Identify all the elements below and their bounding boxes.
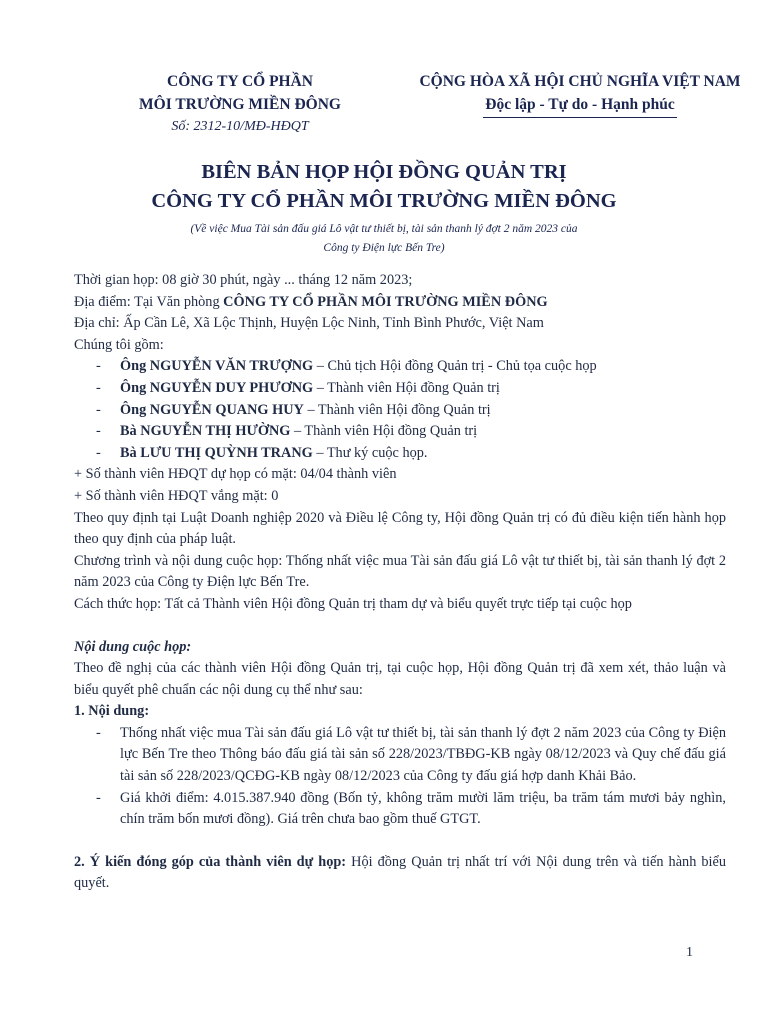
- section2-heading: 2. Ý kiến đóng góp của thành viên dự họp:: [74, 853, 347, 870]
- national-motto: Độc lập - Tự do - Hạnh phúc: [483, 93, 676, 118]
- title-line1: BIÊN BẢN HỌP HỘI ĐỒNG QUẢN TRỊ: [201, 161, 567, 183]
- members-absent: + Số thành viên HĐQT vắng mặt: 0: [74, 487, 279, 504]
- content-intro: Theo đề nghị của các thành viên Hội đồng Quản trị, tại cuộc họp, Hội đồng Quản trị đã xem xét, thảo luận và biểu quyết phê chuẩn các nội dung cụ thể như sau:: [74, 660, 726, 698]
- company-name-line2: MÔI TRƯỜNG MIỀN ĐÔNG: [139, 96, 341, 113]
- national-header: [410, 70, 750, 118]
- meeting-method: Cách thức họp: Tất cả Thành viên Hội đồng Quản trị tham dự và biểu quyết trực tiếp tại cuộc họp: [74, 595, 632, 612]
- attendee-name: Bà LƯU THỊ QUỲNH TRANG: [120, 444, 313, 461]
- attendee-item: - Ông NGUYỄN QUANG HUY – Thành viên Hội đồng Quản trị: [96, 401, 491, 418]
- attendee-role: – Chủ tịch Hội đồng Quản trị - Chủ tọa cuộc họp: [313, 358, 597, 375]
- attendee-name: Ông NGUYỄN QUANG HUY: [120, 401, 304, 418]
- section1-item: - Thống nhất việc mua Tài sản đấu giá Lô vật tư thiết bị, tài sản thanh lý đợt 2 năm 2023 của Công ty Điện lực Bến Tre theo Thông báo đấu giá tài sản số 228/2023/TBĐG-KB ngày 08/12/2023 và Quy chế đấu giá tài sản số 228/2023/QCĐG-KB ngày 08/12/2023 của Công ty đấu giá hợp danh Khải Bảo.: [96, 724, 726, 785]
- attendee-name: Ông NGUYỄN DUY PHƯƠNG: [120, 379, 314, 396]
- meeting-agenda: Chương trình và nội dung cuộc họp: Thống nhất việc mua Tài sản đấu giá Lô vật tư thiết bị, tài sản thanh lý đợt 2 năm 2023 của Công ty Điện lực Bến Tre.: [74, 552, 726, 591]
- attendees-intro: Chúng tôi gồm:: [74, 336, 164, 353]
- meeting-time: Thời gian họp: 08 giờ 30 phút, ngày ... tháng 12 năm 2023;: [74, 272, 413, 288]
- location-company: CÔNG TY CỔ PHẦN MÔI TRƯỜNG MIỀN ĐÔNG: [223, 293, 548, 310]
- subtitle-line2: Công ty Điện lực Bến Tre): [323, 242, 445, 254]
- attendee-item: - Ông NGUYỄN VĂN TRƯỢNG – Chủ tịch Hội đồng Quản trị - Chủ tọa cuộc họp: [96, 358, 597, 375]
- company-header: [120, 70, 360, 138]
- page-number: 1: [686, 945, 693, 960]
- title-line2: CÔNG TY CỔ PHẦN MÔI TRƯỜNG MIỀN ĐÔNG: [151, 190, 617, 212]
- attendee-name: Ông NGUYỄN VĂN TRƯỢNG: [120, 358, 314, 375]
- section1-item: - Giá khởi điểm: 4.015.387.940 đồng (Bốn tỷ, không trăm mười lăm triệu, ba trăm tám mươi bảy nghìn, chín trăm bốn mươi đồng). Giá trên chưa bao gồm thuế GTGT.: [96, 789, 726, 828]
- nation-name: CỘNG HÒA XÃ HỘI CHỦ NGHĨA VIỆT NAM: [419, 73, 741, 90]
- content-heading: Nội dung cuộc họp:: [74, 638, 192, 655]
- attendee-role: – Thành viên Hội đồng Quản trị: [303, 401, 491, 418]
- attendee-item: - Bà NGUYỄN THỊ HƯỜNG – Thành viên Hội đồng Quản trị: [96, 423, 478, 440]
- attendee-name: Bà NGUYỄN THỊ HƯỜNG: [120, 423, 291, 440]
- attendee-item: - Ông NGUYỄN DUY PHƯƠNG – Thành viên Hội đồng Quản trị: [96, 379, 500, 396]
- attendee-role: – Thành viên Hội đồng Quản trị: [290, 423, 478, 440]
- attendee-role: – Thành viên Hội đồng Quản trị: [313, 379, 500, 396]
- document-number: Số: 2312-10/MĐ-HĐQT: [171, 119, 309, 134]
- company-name-line1: CÔNG TY CỔ PHẦN: [167, 73, 313, 90]
- document-body: [74, 270, 726, 895]
- section2: [74, 852, 726, 895]
- document-title: [0, 158, 768, 258]
- attendee-role: – Thư ký cuộc họp.: [312, 444, 428, 461]
- legal-basis: Theo quy định tại Luật Doanh nghiệp 2020 và Điều lệ Công ty, Hội đồng Quản trị có đủ điều kiện tiến hành họp theo quy định của pháp luật.: [74, 509, 726, 548]
- attendee-item: - Bà LƯU THỊ QUỲNH TRANG – Thư ký cuộc họp.: [96, 444, 428, 461]
- meeting-address: Địa chỉ: Ấp Cần Lê, Xã Lộc Thịnh, Huyện Lộc Ninh, Tỉnh Bình Phước, Việt Nam: [74, 315, 544, 332]
- section2-text: Hội đồng Quản trị nhất trí với Nội dung trên và tiến hành biểu quyết.: [74, 853, 726, 892]
- members-present: + Số thành viên HĐQT dự họp có mặt: 04/04 thành viên: [74, 466, 397, 483]
- subtitle-line1: (Về việc Mua Tài sản đấu giá Lô vật tư thiết bị, tài sản thanh lý đợt 2 năm 2023 của: [190, 223, 578, 235]
- meeting-location: Địa điểm: Tại Văn phòng CÔNG TY CỔ PHẦN MÔI TRƯỜNG MIỀN ĐÔNG: [74, 293, 548, 310]
- section1-heading: 1. Nội dung:: [74, 703, 150, 720]
